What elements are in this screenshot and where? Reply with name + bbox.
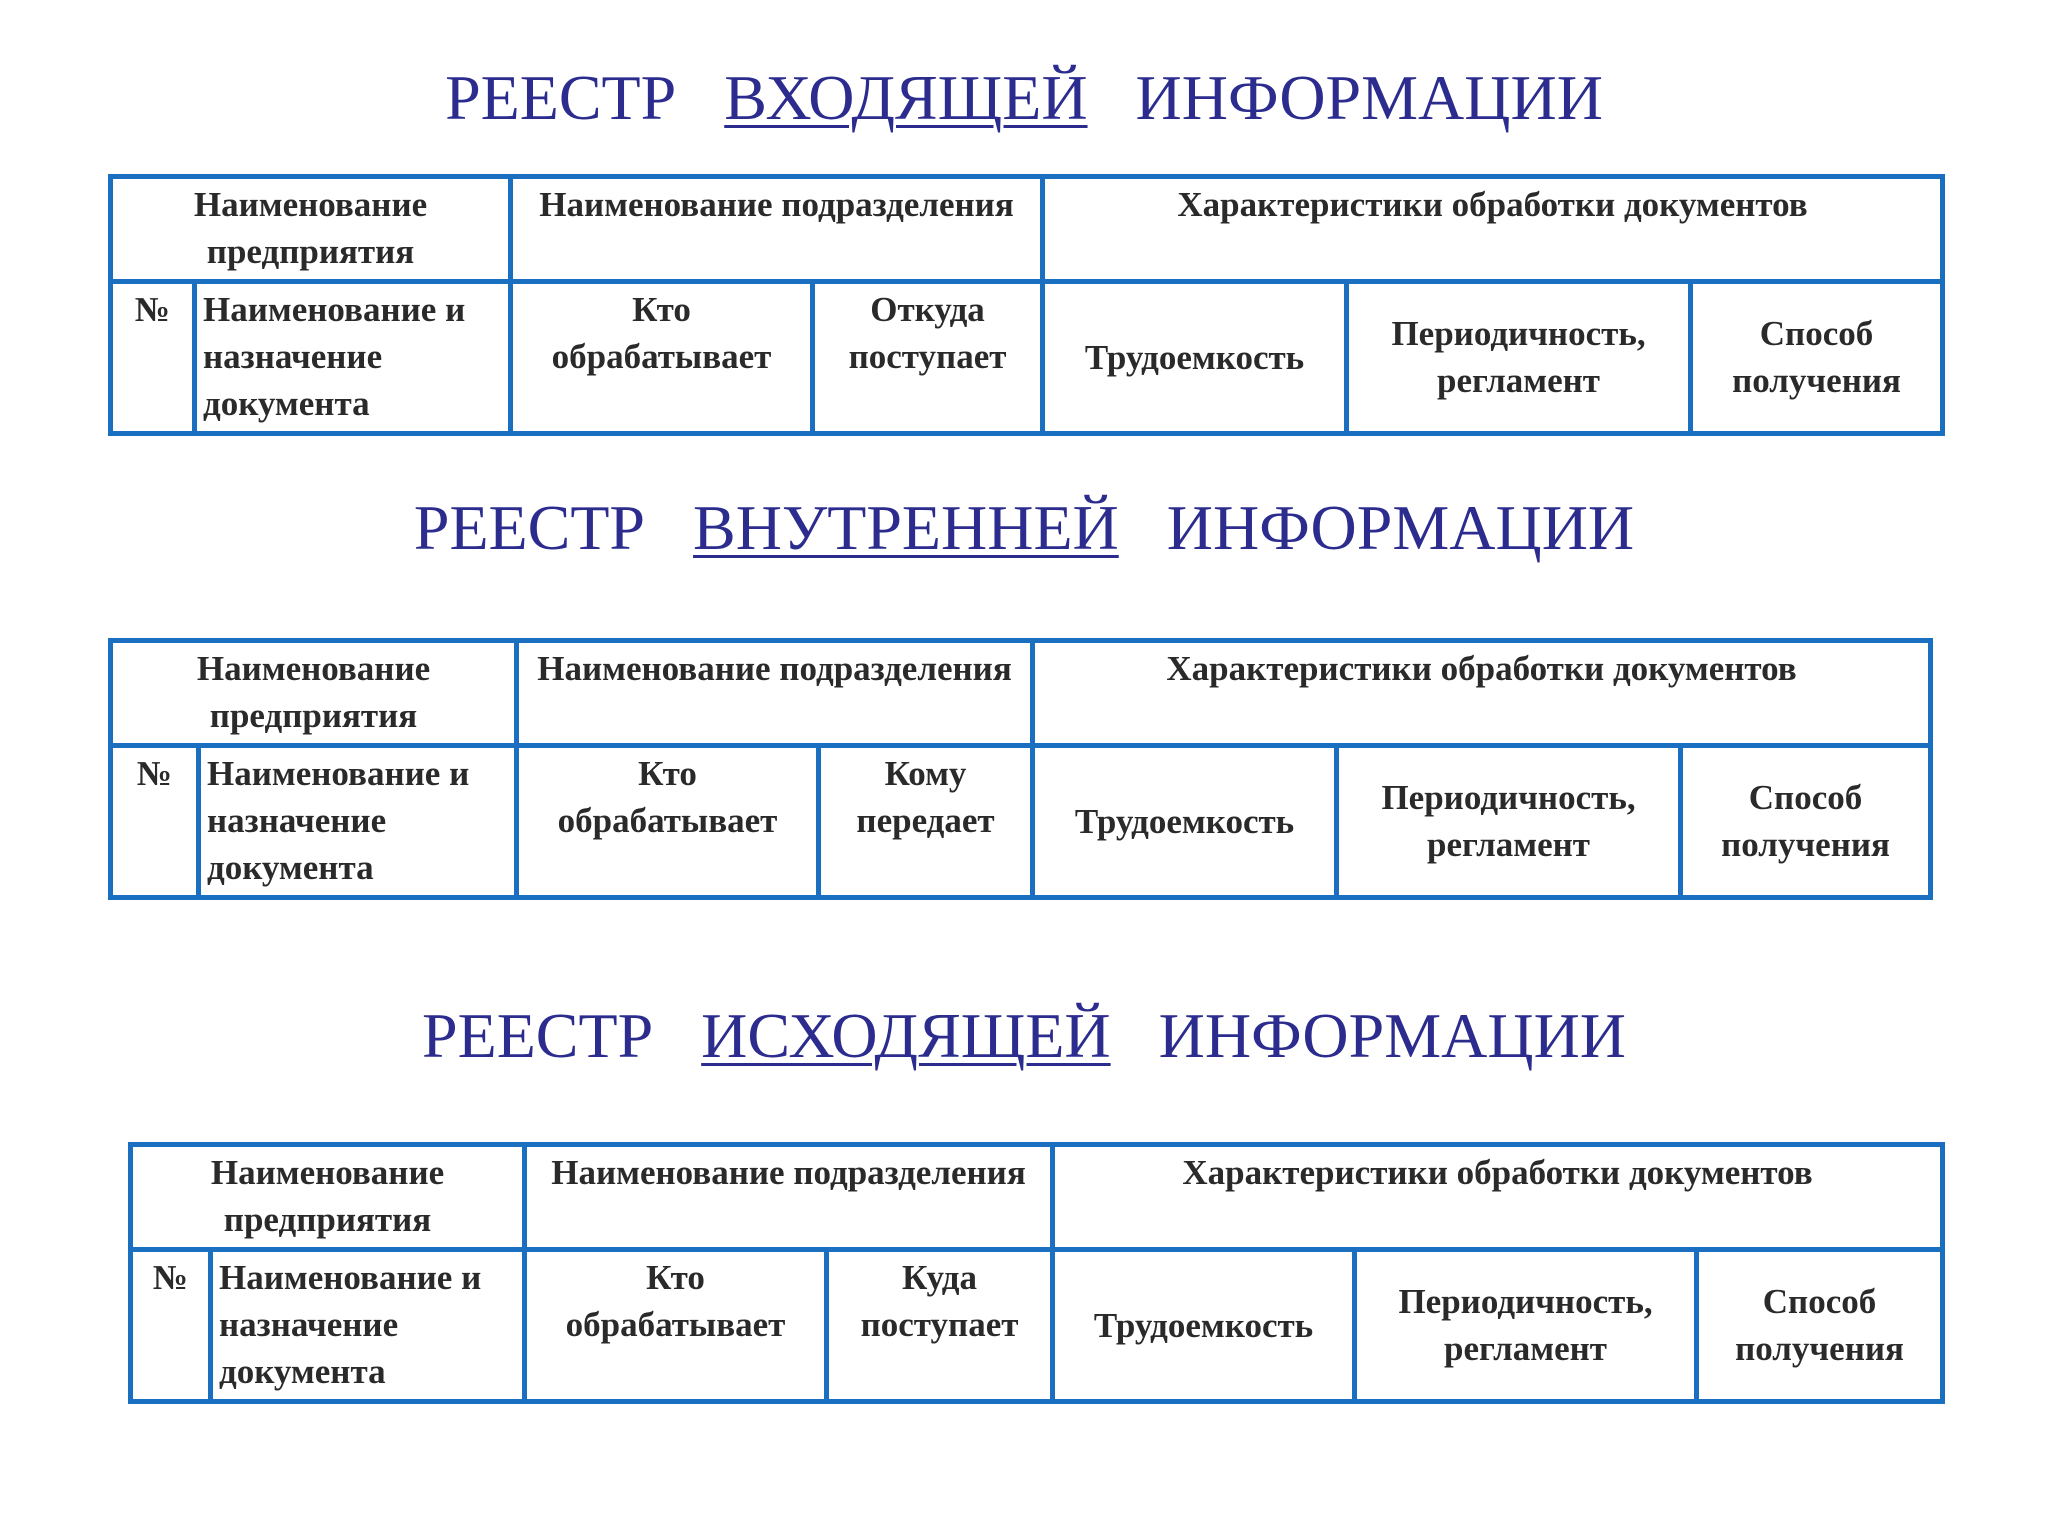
title-prefix: РЕЕСТР (413, 492, 646, 563)
header-who-processes: Кто обрабатывает (525, 1249, 827, 1401)
header-periodicity: Периодичность, регламент (1355, 1249, 1697, 1401)
header-number: № (111, 745, 199, 897)
registry-table-outgoing (128, 1142, 1945, 1404)
registry-title-internal (0, 492, 2048, 563)
header-row-sub (111, 745, 1931, 897)
header-flow: Откуда поступает (813, 281, 1043, 433)
header-department: Наименование подразделения (517, 641, 1033, 746)
registry-title-outgoing (0, 1000, 2048, 1071)
header-periodicity: Периодичность, регламент (1347, 281, 1691, 433)
title-suffix: ИНФОРМАЦИИ (1166, 492, 1635, 563)
header-row-top (131, 1145, 1943, 1250)
header-who-processes: Кто обрабатывает (517, 745, 819, 897)
header-doc-name: Наименование и назначение документа (199, 745, 517, 897)
registry-table-internal (108, 638, 1933, 900)
title-suffix: ИНФОРМАЦИИ (1158, 1000, 1626, 1071)
header-method: Способ получения (1697, 1249, 1943, 1401)
header-flow: Куда поступает (827, 1249, 1053, 1401)
title-highlight: ВНУТРЕННЕЙ (693, 492, 1119, 563)
header-characteristics: Характеристики обработки документов (1043, 177, 1943, 282)
header-department: Наименование подразделения (511, 177, 1043, 282)
header-row-top (111, 177, 1943, 282)
header-periodicity: Периодичность, регламент (1337, 745, 1681, 897)
header-doc-name: Наименование и назначение документа (195, 281, 511, 433)
title-prefix: РЕЕСТР (422, 1000, 654, 1071)
registry-table-incoming (108, 174, 1945, 436)
header-enterprise: Наименование предприятия (111, 177, 511, 282)
header-number: № (131, 1249, 211, 1401)
header-labor: Трудоемкость (1033, 745, 1337, 897)
header-doc-name: Наименование и назначение документа (211, 1249, 525, 1401)
header-method: Способ получения (1681, 745, 1931, 897)
registry-title-incoming (0, 62, 2048, 133)
header-enterprise: Наименование предприятия (131, 1145, 525, 1250)
header-row-top (111, 641, 1931, 746)
header-row-sub (131, 1249, 1943, 1401)
title-prefix: РЕЕСТР (445, 62, 677, 133)
header-enterprise: Наименование предприятия (111, 641, 517, 746)
header-department: Наименование подразделения (525, 1145, 1053, 1250)
header-row-sub (111, 281, 1943, 433)
title-highlight: ВХОДЯЩЕЙ (724, 62, 1088, 133)
title-highlight: ИСХОДЯЩЕЙ (701, 1000, 1111, 1071)
header-labor: Трудоемкость (1043, 281, 1347, 433)
header-number: № (111, 281, 195, 433)
header-labor: Трудоемкость (1053, 1249, 1355, 1401)
header-characteristics: Характеристики обработки документов (1033, 641, 1931, 746)
header-characteristics: Характеристики обработки документов (1053, 1145, 1943, 1250)
header-method: Способ получения (1691, 281, 1943, 433)
title-suffix: ИНФОРМАЦИИ (1135, 62, 1603, 133)
header-who-processes: Кто обрабатывает (511, 281, 813, 433)
header-flow: Кому передает (819, 745, 1033, 897)
